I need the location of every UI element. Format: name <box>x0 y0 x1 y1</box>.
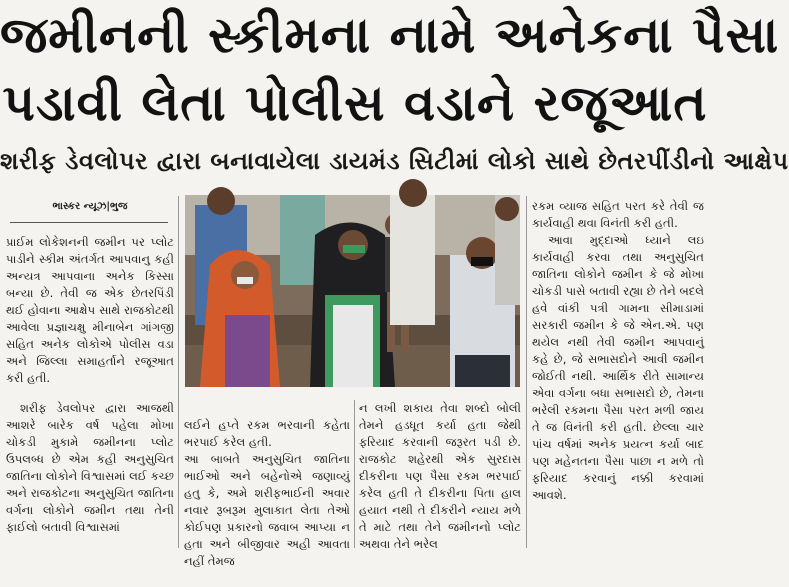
column-4-paragraph-1: રકમ વ્યાજ સહિત પરત કરે તેવી જ કાર્યવાહી થવા વિનંતી કરી હતી. <box>532 199 704 230</box>
column-1-bottom <box>6 400 174 548</box>
headline-line-1: જમીનની સ્કીમના નામે અનેકના પૈસા <box>0 6 780 64</box>
column-2-bottom <box>184 400 350 568</box>
subheadline: શરીફ ડેવલોપર દ્વારા બનાવાયેલા ડાયમંડ સિટીમાં લોકો સાથે છેતરપીંડીનો આક્ષેપ <box>0 147 789 175</box>
headline-line-2: પડાવી લેતા પોલીસ વડાને રજૂઆત <box>2 74 708 132</box>
column-1-top-paragraph: પ્રાઈમ લોકેશનની જમીન પર પ્લોટ પાડીને સ્કીમ અંતર્ગત આપવાનુ કહી અન્યત્ર આપવાના અનેક કિસ્સા બન્યા છે. તેવી જ એક છેતરપિંડી થઈ હોવાના આક્ષેપ સાથે રાજકોટથી આવેલા પ્રજ્ઞાચક્ષુ મીનાબેન ગાંગજી સહિત અનેક લોકોએ પોલીસ વડા અને જિલ્લા સમાહર્તાને રજૂઆત કરી હતી. <box>6 235 174 385</box>
column-1-bottom-paragraph: શરીફ ડેવલોપર દ્વારા આજથી આશરે બારેક વર્ષ પહેલા મોખા ચોકડી મુકામે જમીનના પ્લોટ ઉપલબ્ધ છે એમ કહી અનુસુચિત જાતિના લોકોને વિશ્વાસમાં લઈ કચ્છ અને રાજકોટના અનુસુચિત જાતિના વર્ગના લોકોને જમીન તથા તેની ફાઈલો બતાવી વિશ્વાસમાં <box>6 401 174 534</box>
column-4-paragraph-2: આવા મુદ્દાઓ ધ્યાને લઇ કાર્યવાહી કરવા તથા અનુસુચિત જાતિના લોકોને જમીન કે જે મોખા ચોકડી પાસે બતાવી રહ્યા છે તેને બદલે હવે વાંકી પત્રી ગામના સીમાડામાં સરકારી જમીન કે જે એન.એ. પણ થયેલ નથી તેવી જમીન આપવાનું કહે છે, જે સભાસદોને આવી જમીન જોઈતી નથી. આર્થિક રીતે સામાન્ય એવા વર્ગના બધા સભાસદો છે, તેમના ભરેલી રકમના પૈસા પરત મળી જાય તે જ વિનંતી કરી હતી. છેલ્લા ચાર પાંચ વર્ષમાં અનેક પ્રયત્ન કર્યા બાદ પણ મહેનતના પૈસા પાછા ન મળે તો ફરિયાદ કરવાનું નક્કી કરવામાં આવશે. <box>532 233 704 502</box>
column-divider-2 <box>354 400 355 548</box>
column-4 <box>532 198 704 548</box>
column-divider-1 <box>178 196 179 548</box>
column-3-bottom <box>359 400 521 551</box>
column-divider-3 <box>526 196 527 548</box>
column-3-bottom-paragraph: ન લખી શકાય તેવા શબ્દો બોલી તેમને હડધૂત કર્યા હતા જેથી ફરિયાદ કરવાની જરૂરત પડી છે. રાજકોટ શહેરથી એક સુરદાસ દીકરીના પણ પૈસા રકમ ભરપાઈ કરેલ હતી તે દીકરીના પિતા હાલ હયાત નથી તે દીકરીને ન્યાય મળે તે માટે તથા તેને જમીનનો પ્લોટ અથવા તેને ભરેલ <box>359 401 521 551</box>
photo-scene <box>185 195 520 387</box>
byline: ભાસ્કર ન્યૂઝ|ભુજ <box>52 201 128 212</box>
news-photo <box>185 195 520 387</box>
column-2-bottom-paragraph: લઈને હપ્તે રકમ ભરવાની કહેતા ભરપાઈ કરેલ હતી. આ બાબતે અનુસુચિત જાતિના ભાઈઓ અને બહેનોએ જણાવ્યું હતુ કે, અમે શરીફભાઈની અવાર નવાર રૂબરૂમ મુલાકાત લેતા તેઓ કોઈપણ પ્રકારનો જવાબ આપ્યા ન હતા અને બીજીવાર અહી આવતા નહીં તેમજ <box>184 418 350 568</box>
byline-divider <box>10 222 168 223</box>
column-1-top <box>6 234 174 394</box>
